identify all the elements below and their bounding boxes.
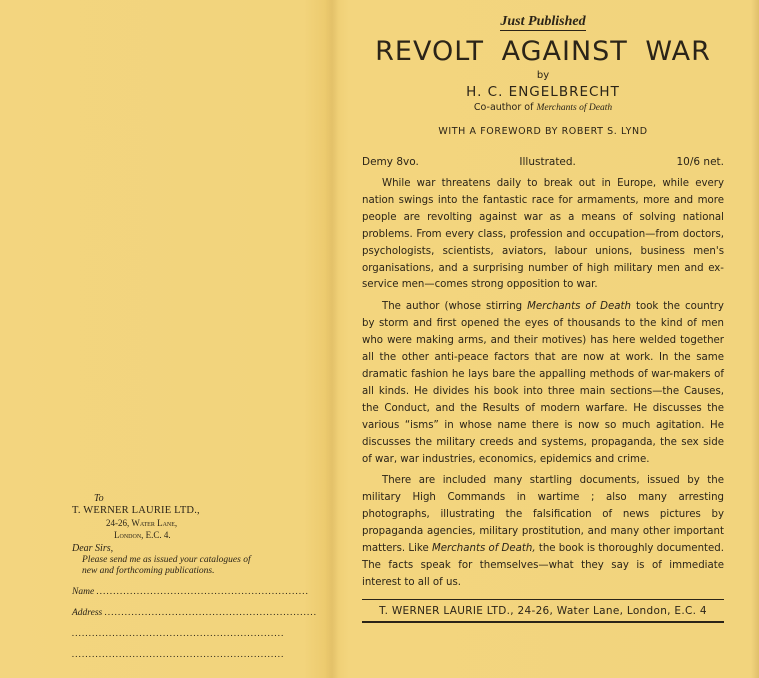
coauthor-prefix: Co-author of (473, 102, 537, 113)
paragraph-2-book: Merchants of Death (527, 301, 631, 313)
order-form (72, 493, 318, 661)
paragraph-3 (362, 473, 724, 591)
paragraph-2-b: took the country by storm and first opened the eyes of thousands to the kind of men who were making arms, and their motives) has here welded together all the other anti-peace factors that are now at work. In the same dramatic fashion he lays bare the appalling methods of war-makers of all kinds. He divides his book into three main sections—the Causes, the Conduct, and the Results of modern warfare. He discusses the various “isms” in whose name there is now so much agitation. He discusses the military creeds and systems, propaganda, the sex side of war, war industries, economics, epidemics and crime. (362, 301, 724, 465)
advert-panel (362, 14, 724, 623)
order-form-name-line[interactable] (72, 586, 310, 598)
order-form-blank-line-1[interactable] (72, 628, 285, 640)
paragraph-3-a: There are included many startling documents, issued by the military High Commands in wartime ; also many arresting photographs, illustrating the falsification of news pictures by propaganda agencies, military prostitution, and many other important matters. Like (362, 475, 724, 555)
advert-body (362, 176, 724, 592)
order-form-firm: T. WERNER LAURIE LTD., (72, 505, 200, 516)
book-price: 10/6 net. (676, 156, 724, 168)
just-published-text: Just Published (500, 14, 586, 29)
paragraph-2-a: The author (whose stirring (382, 301, 528, 313)
order-form-salutation: Dear Sirs, (72, 543, 114, 554)
by-line: by (536, 70, 550, 81)
order-form-address-dots: ............................................................... (104, 608, 318, 618)
publisher-footer: T. WERNER LAURIE LTD., 24-26, Water Lane, London, E.C. 4 (379, 604, 707, 617)
paragraph-3-book: Merchants of Death, (431, 543, 536, 555)
order-form-address-line[interactable] (72, 607, 318, 619)
order-form-request: Please send me as issued your catalogues of new and forthcoming publications. (82, 555, 251, 576)
just-published-heading (362, 14, 724, 30)
footer-rule-bottom (362, 621, 724, 623)
order-form-address-line1: 24-26, Water Lane, (106, 518, 178, 528)
paragraph-3-b: the book is thoroughly documented. The facts speak for themselves—what they say is of immediate interest to all of us. (362, 543, 724, 588)
order-form-to: To (94, 493, 104, 504)
page-fold (325, 0, 339, 678)
book-title: REVOLT AGAINST WAR (375, 36, 711, 67)
order-form-blank-line-2[interactable] (72, 649, 285, 661)
paragraph-1: While war threatens daily to break out in Europe, while every nation swings into the fantastic race for armaments, more and more people are revolting against war as a means of solving national problems. From every class, profession and occupation—from doctors, psychologists, scientists, aviators, labour unions, business men's organisations, and a surprising number of high military men and ex-service men—comes strong opposition to war. (362, 178, 724, 291)
book-specs (362, 156, 724, 168)
author-name: H. C. ENGELBRECHT (466, 84, 620, 100)
order-form-blank-dots-1: ............................................................... (72, 629, 285, 639)
coauthor-line (362, 102, 724, 113)
order-form-address-label: Address (72, 608, 103, 618)
order-form-name-dots: ............................................................... (96, 587, 310, 597)
foreword-line: WITH A FOREWORD BY ROBERT S. LYND (438, 126, 648, 137)
book-format: Demy 8vo. (362, 156, 419, 168)
order-form-name-label: Name (72, 587, 95, 597)
book-illustrated: Illustrated. (519, 156, 576, 168)
paragraph-2 (362, 299, 724, 468)
order-form-address-line2: London, E.C. 4. (114, 530, 171, 540)
order-form-blank-dots-2: ............................................................... (72, 650, 285, 660)
page-edge (751, 0, 759, 678)
coauthor-book: Merchants of Death (536, 103, 613, 113)
